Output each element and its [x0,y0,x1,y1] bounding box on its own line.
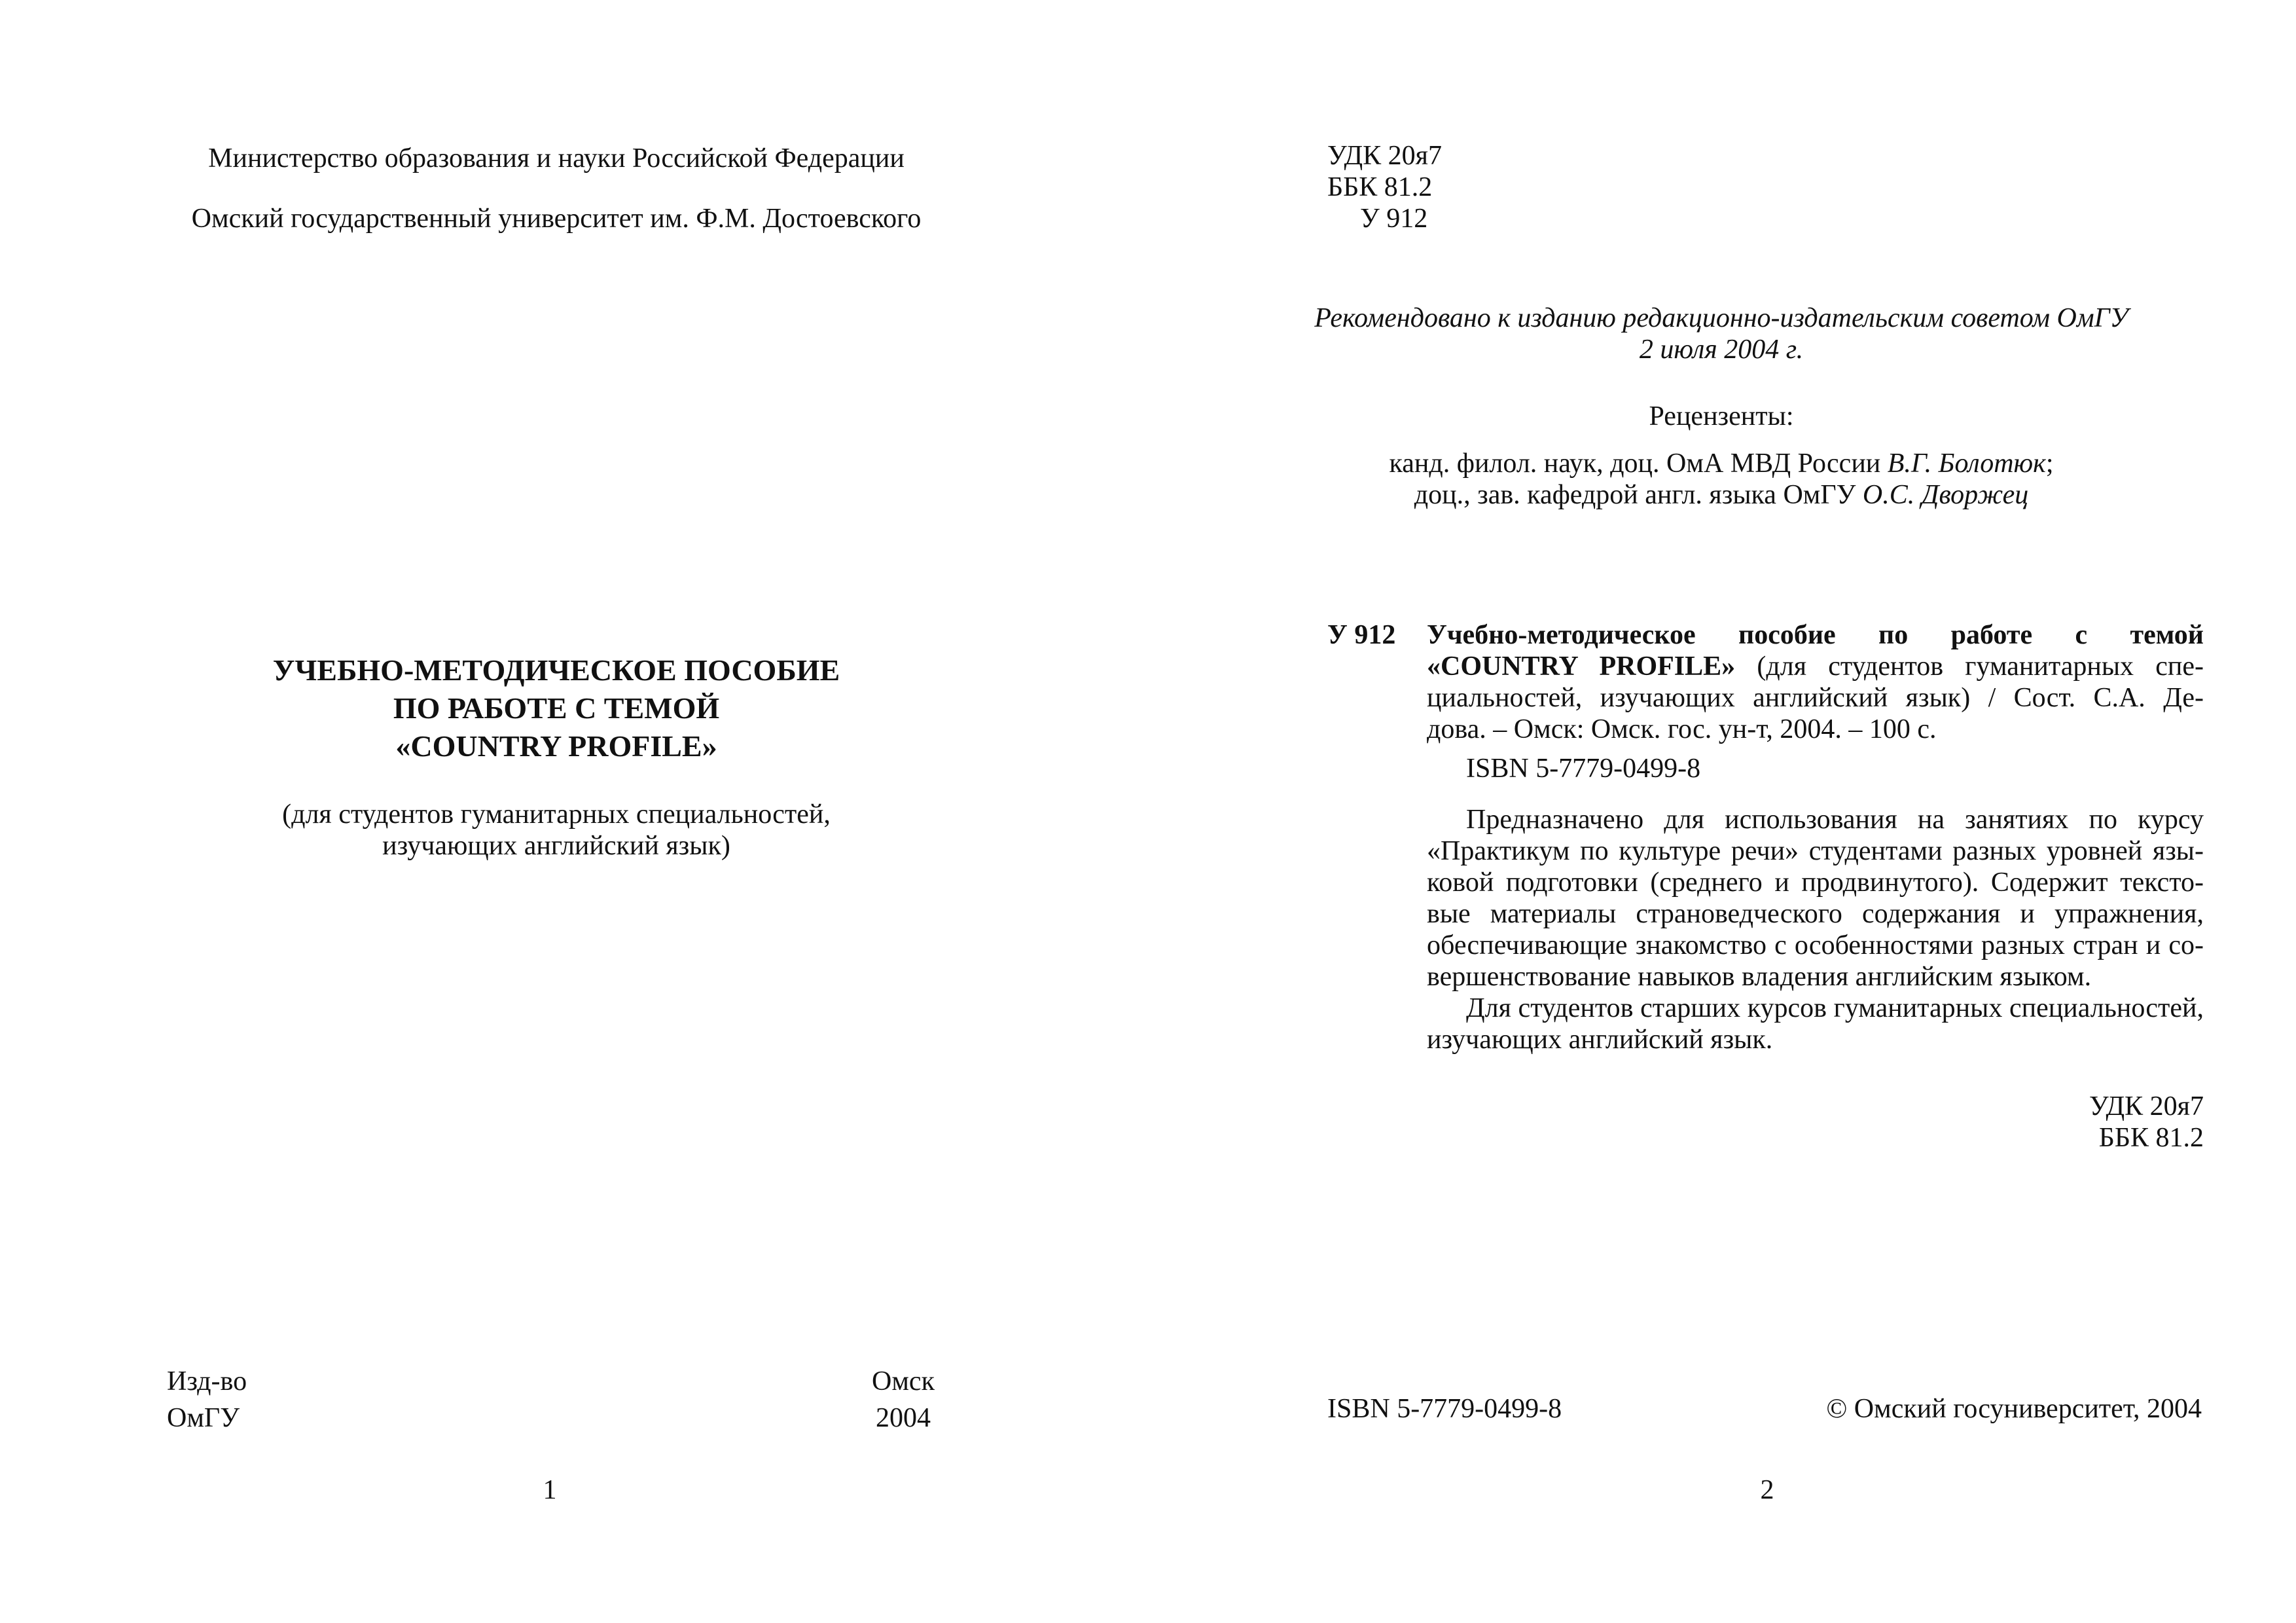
isbn-bottom: ISBN 5-7779-0499-8 [1327,1394,1562,1424]
book-title [131,651,982,765]
bbk-bottom-line: ББК 81.2 [2098,1123,2204,1153]
publisher-line-2: ОмГУ [167,1403,240,1433]
annotation-title: «COUNTRY PROFILE» [1427,651,1736,682]
reviewer-1 [1309,448,2134,479]
audience-line-1: Для студентов старших курсов гуманитарных специальностей, [1466,993,2204,1023]
catalog-code: У 912 [1327,620,1396,650]
udk-line: УДК 20я7 [1327,141,1442,171]
reviewer-2 [1309,479,2134,511]
copyright: © Омский госуниверситет, 2004 [1826,1394,2202,1424]
udk-block [1327,140,1442,234]
reviewer-2-position: доц., зав. кафедрой англ. языка ОмГУ [1414,480,1863,510]
annotation-line-2 [1427,651,2204,682]
bbk-line: ББК 81.2 [1327,172,1433,202]
reviewers-list [1309,448,2134,511]
reviewer-2-name: О.С. Дворжец [1862,480,2029,510]
title-line-3: «COUNTRY PROFILE» [395,729,717,763]
ministry-line: Министерство образования и науки Российской Федерации [208,143,905,173]
annotation-line-1: Учебно-методическое пособие по работе с темой [1427,620,2204,650]
description-line-6: вершенствование навыков владения английским языком. [1427,962,2092,992]
page-number: 2 [1760,1475,1774,1505]
title-line-2: ПО РАБОТЕ С ТЕМОЙ [393,691,720,725]
recommendation-line-2: 2 июля 2004 г. [1639,335,1804,365]
description-line-1: Предназначено для использования на занятиях по курсу [1466,805,2204,835]
description-line-3: ковой подготовки (среднего и продвинутого). Содержит тексто- [1427,867,2204,898]
reviewers-heading: Рецензенты: [1649,401,1794,431]
title-line-1: УЧЕБНО-МЕТОДИЧЕСКОЕ ПОСОБИЕ [272,653,840,687]
page-number: 1 [543,1475,557,1505]
reviewer-1-position: канд. филол. наук, доц. ОмА МВД России [1389,448,1888,479]
subtitle-line-2: изучающих английский язык) [382,831,730,861]
udk-bottom-block [1964,1091,2204,1154]
university-line: Омский государственный университет им. Ф.М. Достоевского [191,204,922,234]
author-sign-line: У 912 [1360,204,1428,234]
reviewer-1-suffix: ; [2045,448,2054,479]
reviewer-1-name: В.Г. Болотюк [1887,448,2046,479]
audience-line-2: изучающих английский язык. [1427,1025,1773,1055]
annotation-line-4: дова. – Омск: Омск. гос. ун-т, 2004. – 100 с. [1427,714,1937,744]
bibliographic-annotation [1427,619,2204,784]
annotation-line-3: циальностей, изучающих английский язык) / Сост. С.А. Де- [1427,683,2204,713]
publisher [167,1366,247,1434]
recommendation [1309,302,2134,365]
udk-bottom-line: УДК 20я7 [2089,1091,2204,1122]
isbn-line: ISBN 5-7779-0499-8 [1466,754,1701,784]
description-line-4: вые материалы страноведческого содержания и упражнения, [1427,899,2204,929]
year: 2004 [876,1403,931,1433]
subtitle-line-1: (для студентов гуманитарных специальностей, [282,799,831,830]
city-year [838,1366,969,1434]
annotation-subtitle-start: (для студентов гуманитарных спе- [1735,651,2204,682]
publisher-line-1: Изд-во [167,1366,247,1396]
description-line-2: «Практикум по культуре речи» студентами разных уровней язы- [1427,836,2204,866]
recommendation-line-1: Рекомендовано к изданию редакционно-издательским советом ОмГУ [1314,303,2128,333]
description [1427,804,2204,1055]
city: Омск [872,1366,935,1396]
book-subtitle [131,799,982,862]
description-line-5: обеспечивающие знакомство с особенностями разных стран и со- [1427,930,2204,960]
